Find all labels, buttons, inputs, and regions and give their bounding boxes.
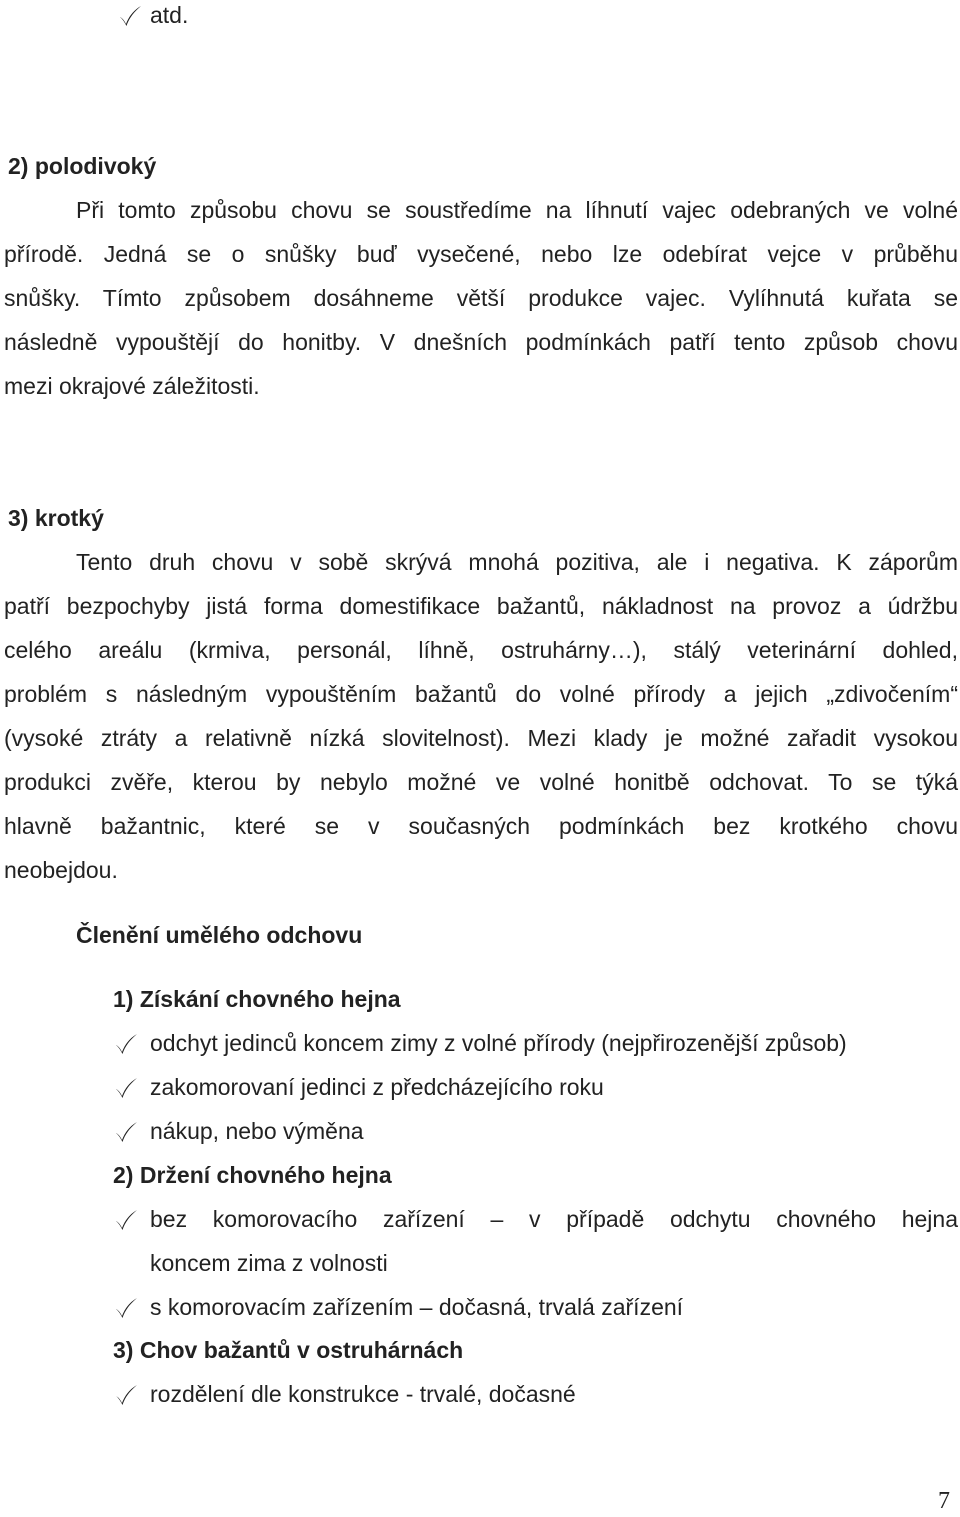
checkmark-icon [113,1075,139,1101]
paragraph-line: produkci zvěře, kterou by nebylo možné ve volné honitbě odchovat. To se týká [4,769,958,795]
checkmark-icon [117,3,143,29]
section-heading-krotky: 3) krotký [8,505,104,531]
paragraph-line: následně vypouštějí do honitby. V dnešních podmínkách patří tento způsob chovu [4,329,958,355]
checkmark-icon [113,1031,139,1057]
subdivision-heading: Členění umělého odchovu [76,922,363,948]
checkmark-icon [113,1382,139,1408]
group-heading-2: 2) Držení chovného hejna [113,1162,392,1188]
paragraph-line: přírodě. Jedná se o snůšky buď vysečené, nebo lze odebírat vejce v průběhu [4,241,958,267]
list-item: rozdělení dle konstrukce - trvalé, dočasné [150,1381,576,1407]
list-item-continuation: koncem zima z volnosti [150,1250,388,1276]
paragraph-line: hlavně bažantnic, které se v současných podmínkách bez krotkého chovu [4,813,958,839]
list-item: bez komorovacího zařízení – v případě odchytu chovného hejna [150,1206,958,1232]
checkmark-icon [113,1119,139,1145]
paragraph-line: Při tomto způsobu chovu se soustředíme na líhnutí vajec odebraných ve volné [76,197,958,223]
group-heading-1: 1) Získání chovného hejna [113,986,401,1012]
page-number: 7 [938,1488,950,1514]
paragraph-line: celého areálu (krmiva, personál, líhně, ostruhárny…), stálý veterinární dohled, [4,637,958,663]
paragraph-line: (vysoké ztráty a relativně nízká slovitelnost). Mezi klady je možné zařadit vysokou [4,725,958,751]
top-list-item: atd. [150,2,189,28]
list-item: nákup, nebo výměna [150,1118,364,1144]
paragraph-line: patří bezpochyby jistá forma domestifikace bažantů, nákladnost na provoz a údržbu [4,593,958,619]
paragraph-line: problém s následným vypouštěním bažantů do volné přírody a jejich „zdivočením“ [4,681,958,707]
checkmark-icon [113,1295,139,1321]
list-item: zakomorovaní jedinci z předcházejícího roku [150,1074,604,1100]
list-item: s komorovacím zařízením – dočasná, trvalá zařízení [150,1294,684,1320]
paragraph-line: neobejdou. [4,857,118,883]
checkmark-icon [113,1207,139,1233]
paragraph-line: mezi okrajové záležitosti. [4,373,260,399]
section-heading-polodivoky: 2) polodivoký [8,153,157,179]
paragraph-line: snůšky. Tímto způsobem dosáhneme větší produkce vajec. Vylíhnutá kuřata se [4,285,958,311]
group-heading-3: 3) Chov bažantů v ostruhárnách [113,1337,464,1363]
paragraph-line: Tento druh chovu v sobě skrývá mnohá pozitiva, ale i negativa. K záporům [76,549,958,575]
list-item: odchyt jedinců koncem zimy z volné přírody (nejpřirozenější způsob) [150,1030,847,1056]
